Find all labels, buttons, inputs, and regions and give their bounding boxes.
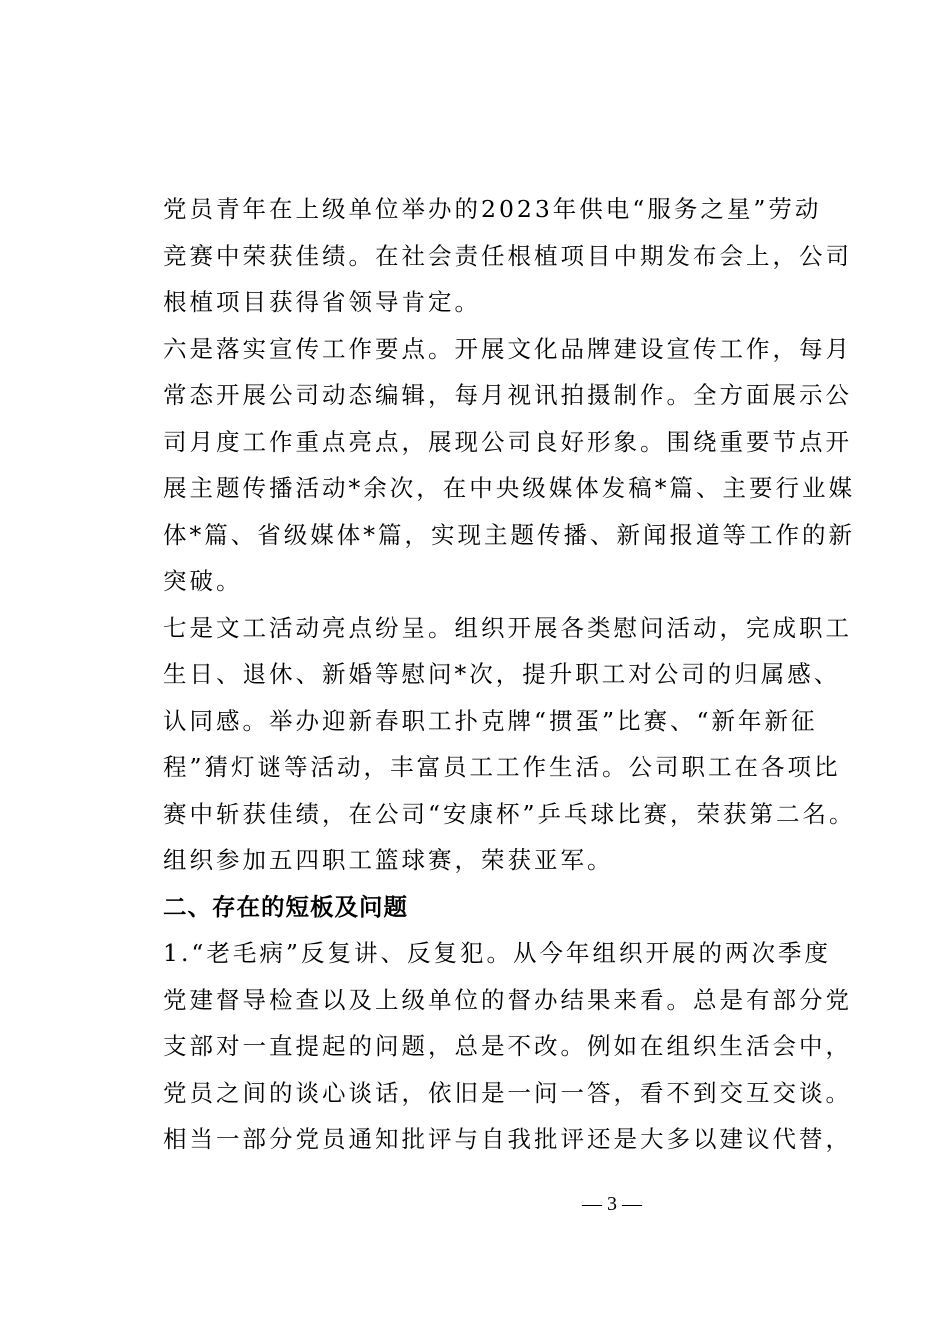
body-line: 体*篇、省级媒体*篇，实现主题传播、新闻报道等工作的新	[163, 520, 855, 549]
body-line: 司月度工作重点亮点，展现公司良好形象。围绕重要节点开	[163, 427, 852, 456]
body-line: 竞赛中荣获佳绩。在社会责任根植项目中期发布会上，公司	[163, 241, 852, 270]
section-line: 1.“老毛病”反复讲、反复犯。从今年组织开展的两次季度	[163, 939, 831, 967]
body-line: 党员青年在上级单位举办的2023年供电“服务之星”劳动	[163, 195, 822, 223]
document-body	[163, 186, 856, 1163]
body-line: 组织参加五四职工篮球赛，荣获亚军。	[163, 846, 614, 874]
body-line: 根植项目获得省领导肯定。	[163, 288, 481, 316]
body-line: 生日、退休、新婚等慰问*次，提升职工对公司的归属感、	[163, 660, 841, 688]
section-line: 支部对一直提起的问题，总是不改。例如在组织生活会中，	[163, 1032, 852, 1060]
body-line: 展主题传播活动*余次，在中央级媒体发稿*篇、主要行业媒	[163, 474, 855, 502]
section-line: 相当一部分党员通知批评与自我批评还是大多以建议代替，	[163, 1125, 852, 1153]
body-line: 认同感。举办迎新春职工扑克牌“掼蛋”比赛、“新年新征	[163, 706, 818, 735]
body-line: 常态开展公司动态编辑，每月视讯拍摄制作。全方面展示公	[163, 381, 852, 409]
page-number: — 3 —	[582, 1193, 642, 1215]
body-line: 突破。	[163, 567, 243, 595]
section-line: 党建督导检查以及上级单位的督办结果来看。总是有部分党	[163, 985, 852, 1014]
section-line: 党员之间的谈心谈话，依旧是一问一答，看不到交互交谈。	[163, 1078, 852, 1107]
body-line: 七是文工活动亮点纷呈。组织开展各类慰问活动，完成职工	[163, 613, 852, 642]
body-line: 六是落实宣传工作要点。开展文化品牌建设宣传工作，每月	[163, 334, 852, 363]
body-line: 赛中斩获佳绩，在公司“安康杯”乒乓球比赛，荣获第二名。	[163, 799, 856, 828]
section-heading: 二、存在的短板及问题	[163, 892, 408, 921]
body-line: 程”猜灯谜等活动，丰富员工工作生活。公司职工在各项比	[163, 753, 841, 781]
